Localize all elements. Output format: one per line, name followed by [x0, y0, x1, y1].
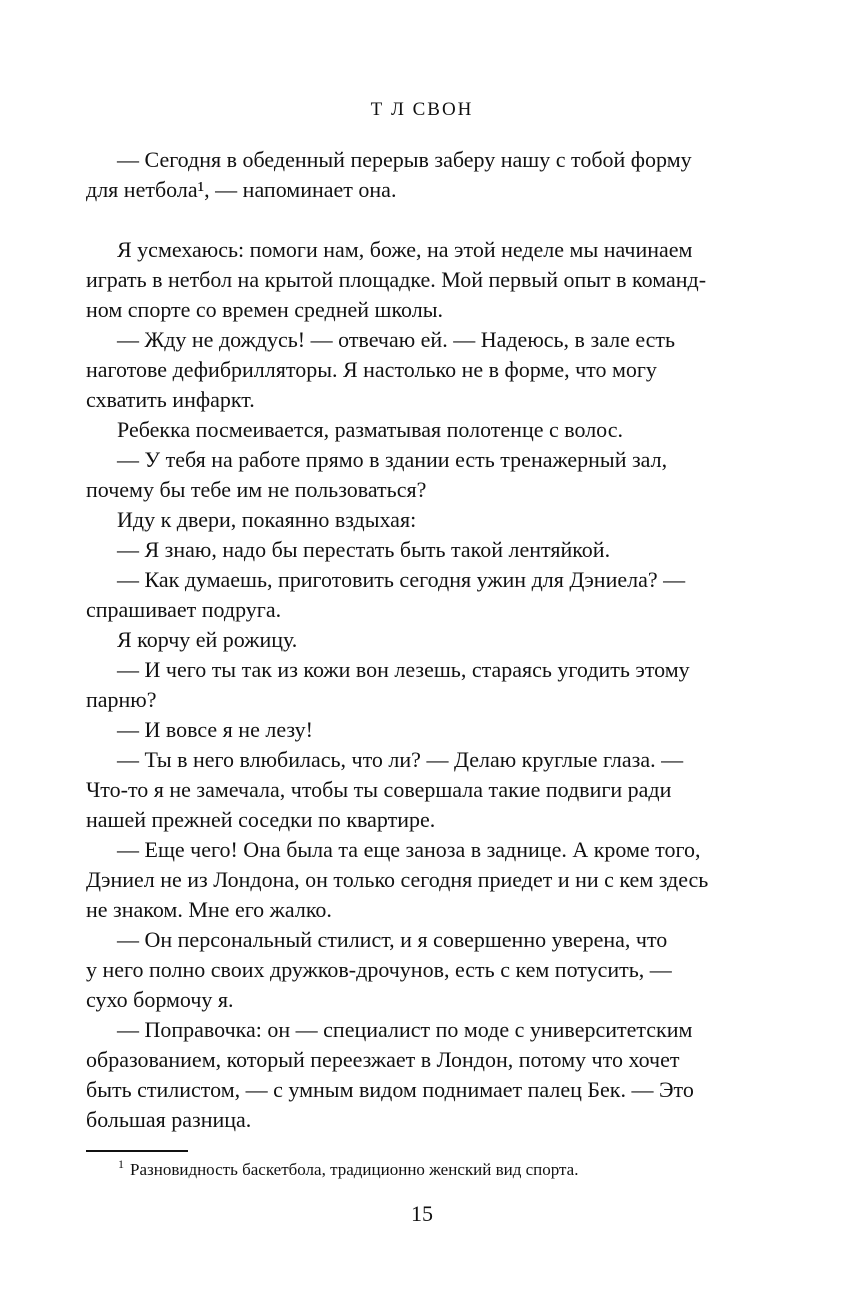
footnote-marker: 1: [118, 1157, 124, 1172]
paragraph: Иду к двери, покаянно вздыхая:: [117, 507, 417, 532]
body-text: [86, 145, 736, 1135]
paragraph: — Как думаешь, приготовить сегодня ужин для Дэниела? — спрашивает подруга.: [86, 567, 686, 622]
paragraph: Я усмехаюсь: помоги нам, боже, на этой неделе мы начинаем играть в нетбол на крытой площадке. Мой первый опыт в команд- ном спорте со времен средней школы.: [86, 237, 707, 322]
paragraph: — Ты в него влюбилась, что ли? — Делаю круглые глаза. — Что-то я не замечала, чтобы ты совершала такие подвиги ради нашей прежней соседки по квартире.: [86, 747, 684, 832]
paragraph: — Он персональный стилист, и я совершенно уверена, что у него полно своих дружков-дрочунов, есть с кем потусить, — сухо бормочу я.: [86, 927, 672, 1012]
paragraph: — Жду не дождусь! — отвечаю ей. — Надеюсь, в зале есть наготове дефибрилляторы. Я настолько не в форме, что могу схватить инфаркт.: [86, 327, 676, 412]
page-number: 15: [411, 1201, 433, 1226]
footnote: [118, 1158, 738, 1182]
paragraph: — Поправочка: он — специалист по моде с университетским образованием, который переезжает в Лондон, потому что хочет быть стилистом, — с умным видом поднимает палец Бек. — Это большая разница.: [86, 1017, 694, 1132]
paragraph: — Сегодня в обеденный перерыв заберу нашу с тобой форму для нетбола¹, — напоминает она.: [86, 147, 692, 202]
paragraph: — И чего ты так из кожи вон лезешь, стараясь угодить этому парню?: [86, 657, 690, 712]
paragraph: — Еще чего! Она была та еще заноза в заднице. А кроме того, Дэниел не из Лондона, он только сегодня приедет и ни с кем здесь не знаком. Мне его жалко.: [86, 837, 709, 922]
footnote-divider: [86, 1150, 188, 1152]
footnote-text: Разновидность баскетбола, традиционно женский вид спорта.: [130, 1160, 579, 1179]
paragraph: — Я знаю, надо бы перестать быть такой лентяйкой.: [117, 537, 611, 562]
paragraph: Ребекка посмеивается, разматывая полотенце с волос.: [117, 417, 623, 442]
paragraph: Я корчу ей рожицу.: [117, 627, 298, 652]
paragraph: — И вовсе я не лезу!: [117, 717, 313, 742]
running-head: Т Л СВОН: [370, 99, 474, 120]
paragraph: — У тебя на работе прямо в здании есть тренажерный зал, почему бы тебе им не пользоваться?: [86, 447, 668, 502]
